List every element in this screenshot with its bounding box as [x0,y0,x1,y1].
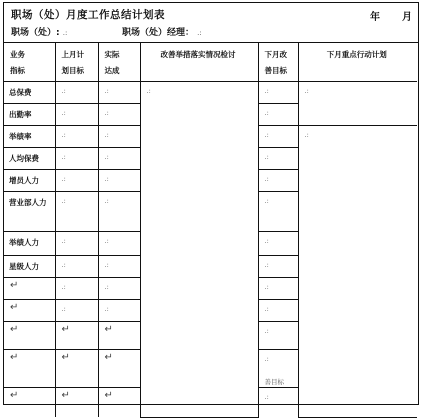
input-cell[interactable] [98,81,140,103]
metric-label-cell[interactable] [4,349,55,387]
input-cell[interactable] [98,191,140,231]
paragraph-mark: ↵ [104,389,113,401]
paragraph-mark: .: [61,196,66,205]
input-cell[interactable] [258,81,298,103]
paragraph-mark: .: [264,392,269,401]
paragraph-mark: .: [264,282,269,291]
paragraph-mark: .: [304,130,309,139]
metric-label: 增员人力 [9,175,39,185]
paragraph-mark: .: [104,260,109,269]
paragraph-mark: .: [104,174,109,183]
input-cell[interactable] [258,231,298,255]
metric-label-cell[interactable] [4,103,55,125]
paragraph-mark: .: [264,152,269,161]
input-cell[interactable] [98,277,140,299]
paragraph-mark: ↵ [104,351,113,363]
input-cell[interactable] [258,321,298,349]
metric-label: 举绩率 [9,131,32,141]
input-cell[interactable] [140,81,258,417]
metric-label: 举绩人力 [9,237,39,247]
paragraph-mark: ↵ [10,351,19,363]
form-header [4,3,418,43]
input-cell[interactable] [258,191,298,231]
paragraph-mark: .: [264,86,269,95]
paragraph-mark: .: [61,174,66,183]
paragraph-mark: .: [61,130,66,139]
input-cell[interactable] [55,103,98,125]
input-cell[interactable] [55,125,98,147]
input-cell[interactable] [98,169,140,191]
input-cell[interactable] [258,103,298,125]
input-cell[interactable] [55,81,98,103]
input-cell[interactable] [258,299,298,321]
paragraph-mark: .: [264,236,269,245]
paragraph-mark: .: [264,354,269,363]
metric-label-cell[interactable] [4,277,55,299]
metric-label-cell[interactable] [4,255,55,277]
input-cell[interactable] [98,125,140,147]
metric-label: 总保费 [9,87,32,97]
input-cell[interactable] [55,321,98,349]
paragraph-mark: .: [264,304,269,313]
paragraph-mark: ↵ [61,323,70,335]
paragraph-mark: .: [61,260,66,269]
metric-label-cell[interactable] [4,299,55,321]
input-cell[interactable] [298,81,417,125]
column-header-row [4,43,417,81]
metric-label-cell[interactable] [4,125,55,147]
metric-label: 人均保费 [9,153,39,163]
paragraph-mark: .: [104,304,109,313]
paragraph-mark: .: [104,196,109,205]
metric-label-cell[interactable] [4,147,55,169]
form-sheet [3,2,419,405]
form-title: 职场（处）月度工作总结计划表 [11,9,165,21]
paragraph-mark: .: [264,130,269,139]
input-cell[interactable] [258,125,298,147]
column-header: 上月计 划目标 [55,43,98,81]
input-cell[interactable] [55,147,98,169]
input-cell[interactable] [98,103,140,125]
paragraph-mark: .: [61,304,66,313]
paragraph-mark: .: [61,86,66,95]
input-cell[interactable] [55,349,98,387]
input-cell[interactable] [98,255,140,277]
paragraph-mark: ↵ [10,279,19,291]
metric-label-cell[interactable] [4,191,55,231]
paragraph-mark: ↵ [10,301,19,313]
column-header: 下月改 善目标 [258,43,298,81]
column-header: 改善举措落实情况检讨 [140,43,258,81]
metric-label-cell[interactable] [4,231,55,255]
paragraph-mark: .: [61,152,66,161]
input-cell[interactable] [55,169,98,191]
input-cell[interactable] [98,147,140,169]
paragraph-mark: .: [104,152,109,161]
input-cell[interactable] [258,277,298,299]
metric-label: 出勤率 [9,109,32,119]
input-cell[interactable] [55,191,98,231]
paragraph-mark: .: [61,282,66,291]
input-cell[interactable] [55,299,98,321]
metric-label-cell[interactable] [4,387,55,417]
paragraph-mark: .: [61,108,66,117]
metric-label-cell[interactable] [4,169,55,191]
input-cell[interactable] [98,231,140,255]
paragraph-mark: .: [61,236,66,245]
input-cell[interactable] [258,387,298,417]
metric-label: 营业部人力 [9,197,47,207]
summary-table [4,43,417,418]
input-cell[interactable] [55,277,98,299]
input-cell[interactable] [258,349,298,387]
input-cell[interactable] [55,231,98,255]
input-cell[interactable] [98,299,140,321]
paragraph-mark: .: [264,174,269,183]
paragraph-mark: .: [104,236,109,245]
column-header: 实际 达成 [98,43,140,81]
paragraph-mark: .: [304,86,309,95]
input-cell[interactable] [55,255,98,277]
paragraph-mark: .: [264,196,269,205]
paragraph-mark: ↵ [10,323,19,335]
paragraph-mark: ↵ [10,389,19,401]
input-cell[interactable] [98,387,140,417]
paragraph-mark: .: [104,282,109,291]
year-label: 年 [370,12,380,23]
input-cell[interactable] [258,169,298,191]
manager-field-label: 职场（处）经理： .: [122,28,202,38]
paragraph-mark: .: [264,326,269,335]
paragraph-mark: .: [264,260,269,269]
paragraph-mark: ↵ [61,351,70,363]
paragraph-mark: .: [104,86,109,95]
paragraph-mark: ↵ [61,389,70,401]
paragraph-mark: .: [264,108,269,117]
metric-label-cell[interactable] [4,321,55,349]
paragraph-mark: .: [104,108,109,117]
column-header: 业务 指标 [4,43,55,81]
input-cell[interactable] [98,349,140,387]
office-field-label: 职场（处）: .: [11,28,68,38]
input-cell[interactable] [55,387,98,417]
metric-label-cell[interactable] [4,81,55,103]
paragraph-mark: ↵ [104,323,113,335]
month-label: 月 [402,12,412,23]
metric-label: 星级人力 [9,261,39,271]
note-text: 善目标 [264,377,284,386]
paragraph-mark: .: [104,130,109,139]
input-cell[interactable] [258,147,298,169]
input-cell[interactable] [298,125,417,417]
column-header: 下月重点行动计划 [298,43,417,81]
paragraph-mark: .: [146,86,151,95]
input-cell[interactable] [258,255,298,277]
table-row [4,81,417,103]
input-cell[interactable] [98,321,140,349]
